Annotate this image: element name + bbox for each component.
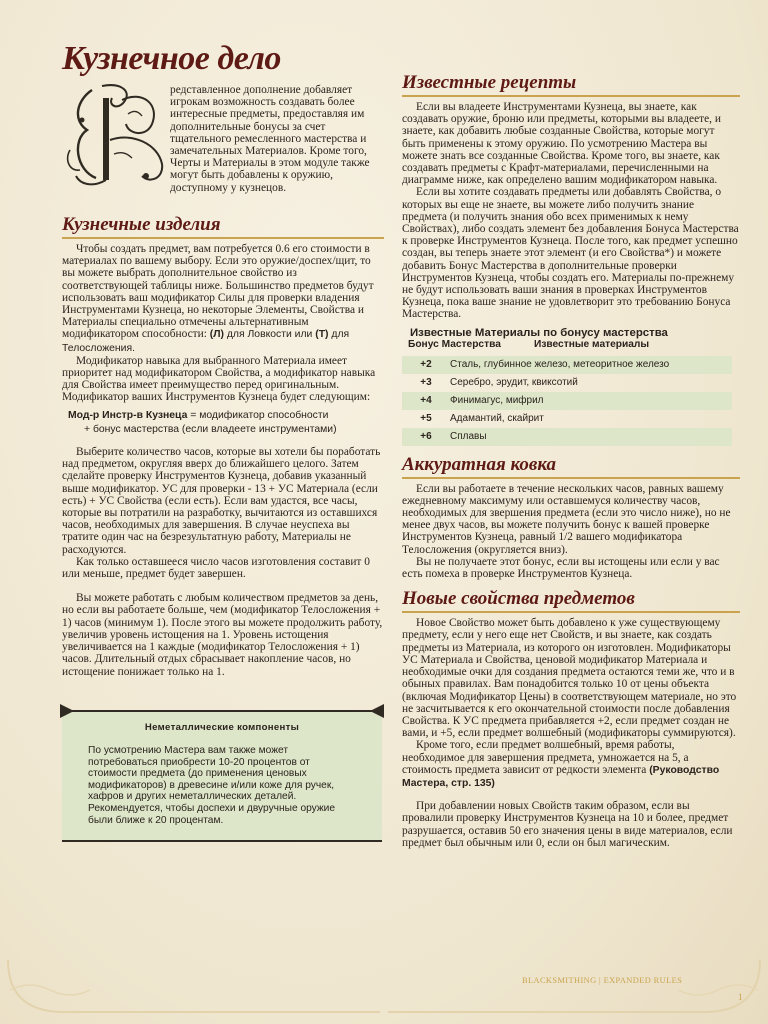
paragraph: Вы можете работать с любым количеством предметов за день, но если вы работаете больше, чем (модификатор Телосложения + 1) часов (минимум 1). После этого вы можете продолжить работу, увеличив уровень истощения на 1. Уровень истощения увеличивается на 1 каждые (модификатор Телосложения + 1) часов. Длительный отдых сбрасывает накопление часов, но истощение понижает только на 1. xyxy=(62,592,383,678)
heading-smithing-items: Кузнечные изделия xyxy=(62,214,221,235)
formula-line-2: + бонус мастерства (если владеете инструментами) xyxy=(84,423,337,435)
page-footer: BLACKSMITHING | EXPANDED RULES xyxy=(522,976,683,985)
paragraph: Выберите количество часов, которые вы хотели бы поработать над предметом, округляя вверх до ближайшего целого. Затем сделайте проверку Инструментов Кузнеца, добавив указанный выше модификатор. УС для проверки - 13 + УС Материала (если есть) + УС Свойства (если есть). Если вам удастся, все часы, которые вы потратили на разработку, вычитаются из оставшихся часов, необходимых для завершения. В случае неуспеха вы тратите один час на безрезультатную работу, Материалы не расходуются. xyxy=(62,446,381,556)
table-row: +4 Финимагус, мифрил xyxy=(402,392,732,410)
paragraph: Если вы работаете в течение нескольких часов, равных вашему ежедневному максимуму или оставшемуся количеству часов, необходимых для звершения предмета (если это число ниже), но не менее двух часов, вы можете получить бонус к вашей проверке Инструментов Кузнеца, равный 1/2 вашего модификатора Телосложения (округляется вниз). xyxy=(402,482,731,556)
note-corner-left-icon xyxy=(60,704,74,718)
heading-new-properties: Новые свойства предметов xyxy=(402,588,635,610)
sidebar-note xyxy=(62,710,382,842)
materials-table xyxy=(402,356,732,446)
note-text: По усмотрению Мастера вам также может потребоваться приобрести 10-20 процентов от стоимости предмета (до применения ценовых модификаторов) в древесине и/или коже для ручек, хафров и других неметаллических деталей. Рекомендуется, чтобы доспехи и двуручные оружие были ближе к 20 процентам. xyxy=(88,745,336,826)
paragraph: Чтобы создать предмет, вам потребуется 0.6 его стоимости в материалах по вашему выбору. Если это оружие/доспех/щит, то вы можете выбрать дополнительное свойство из соответствующей таблицы ниже. Большинство предметов будут использовать ваш модификатор Силы для проверки владения Инструментами Кузнеца, но некоторые Элементы, Свойства и Материалы специально отмечены альтернативным модификатором способности: (Л) для Ловкости или (Т) для Телосложения. xyxy=(62,243,374,354)
paragraph: Вы не получаете этот бонус, если вы истощены или если у вас есть помеха в проверке Инструментов Кузнеца. xyxy=(402,555,720,581)
table-header-materials: Известные материалы xyxy=(534,338,650,350)
table-row: +2 Сталь, глубинное железо, метеоритное железо xyxy=(402,356,732,374)
table-row: +3 Серебро, эрудит, квиксотий xyxy=(420,377,578,389)
paragraph: При добавлении новых Свойств таким образом, если вы провалили проверку Инструментов Кузнеца на 10 и более, предмет разрушается, оставив 50 его значения цены в виде материалов, если предмет был обычным или 0, если он был магическим. xyxy=(402,800,733,849)
table-title: Известные Материалы по бонусу мастерства xyxy=(410,326,668,339)
right-column xyxy=(402,72,740,849)
paragraph: Если вы хотите создавать предметы или добавлять Свойства, о которых вы еще не знаете, вы можете либо получить знание предмета (и получить знания обо всех применимых к нему Свойствах), либо создать элемент без добавления Бонуса Мастерства к проверке Инструментов Кузнеца. После того, как предмет успешно создан, вы теперь знаете этот элемент (и его Свойства*) и можете добавить Бонус Мастерства в дополнительные проверки Инструментов Кузнеца, чтобы создать его. Материалы по-прежнему не будут использовать ваши знания в проверках Инструментов Кузнеца, пока ваше знание не удовлетворит это требованию Бонуса Мастерства. xyxy=(402,186,739,321)
paragraph: Модификатор навыка для выбранного Материала имеет приоритет над модификатором Свойства, а модификатор навыка для Свойства имеет преимущество перед оригинальным. Модификатор ваших Инструментов Кузнеца будет следующим: xyxy=(62,354,376,404)
paragraph: Если вы владеете Инструментами Кузнеца, вы знаете, как создавать оружие, броню или предметы, которыми вы владеете, и знаете, как добавить любые созданные Свойства, которые могут быть применены к этому оружию. По усмотрению Мастера вы можете знать все созданные Свойства. Кроме того, вы знаете, как создавать предметы с Крафт-материалами, перечисленными на диаграмме ниже, как определено вашим модификатором навыка. xyxy=(402,101,721,187)
page-title: Кузнечное дело xyxy=(62,40,281,77)
paragraph: Как только оставшееся число часов изготовления составит 0 или меньше, предмет будет завершен. xyxy=(62,555,370,581)
page-number: 1 xyxy=(738,992,743,1002)
table-row: +6 Сплавы xyxy=(402,428,732,446)
formula: Мод-р Инстр-в Кузнеца = модификатор способности xyxy=(68,409,329,421)
heading-careful-forging: Аккуратная ковка xyxy=(402,453,557,475)
note-title: Неметаллические компоненты xyxy=(144,722,300,733)
paragraph: Новое Свойство может быть добавлено к уже существующему предмету, если у него еще нет Свойств, и вы знаете, как создать предметы из Материала, из которого он изготовлен. Модификаторы УС Материала и Свойства, ценовой модификатор Материала и необходимые очки для создания предмета остаются теми же, что и в обыных правилах. Вам понадобится только 10 от цены объекта (включая Модификатор Цены) в соответствующем материале, но это не засчитывается к его окончательной стоимости после добавления Свойства. К УС предмета прибавляется +2, если предмет создан не вами, и +5, если предмет волшебный (модификаторы суммируются). xyxy=(402,617,737,740)
ornamental-dropcap-icon xyxy=(62,80,170,192)
table-header-bonus: Бонус Мастерства xyxy=(408,338,501,350)
table-row: +5 Адамантий, скайрит xyxy=(420,413,544,425)
left-column xyxy=(62,214,384,678)
heading-known-recipes: Известные рецепты xyxy=(402,72,577,93)
table-header xyxy=(402,339,740,350)
intro-text: редставленное дополнение добавляет игрокам возможность создавать более интересные предметы, предоставляя им дополнительные бонусы за счет тщательного ремесленного мастерства и замечательных Материалов. Кроме того, Черты и Материалы в этом модуле также могут быть добавлены к оружию, доступному у кузнецов. xyxy=(170,84,370,194)
note-corner-right-icon xyxy=(370,704,384,718)
paragraph: Кроме того, если предмет волшебный, время работы, необходимое для завершения предмета, умножается на 5, а стоимость предмета зависит от редкости элемента (Руководство Мастера, стр. 135) xyxy=(402,739,720,789)
